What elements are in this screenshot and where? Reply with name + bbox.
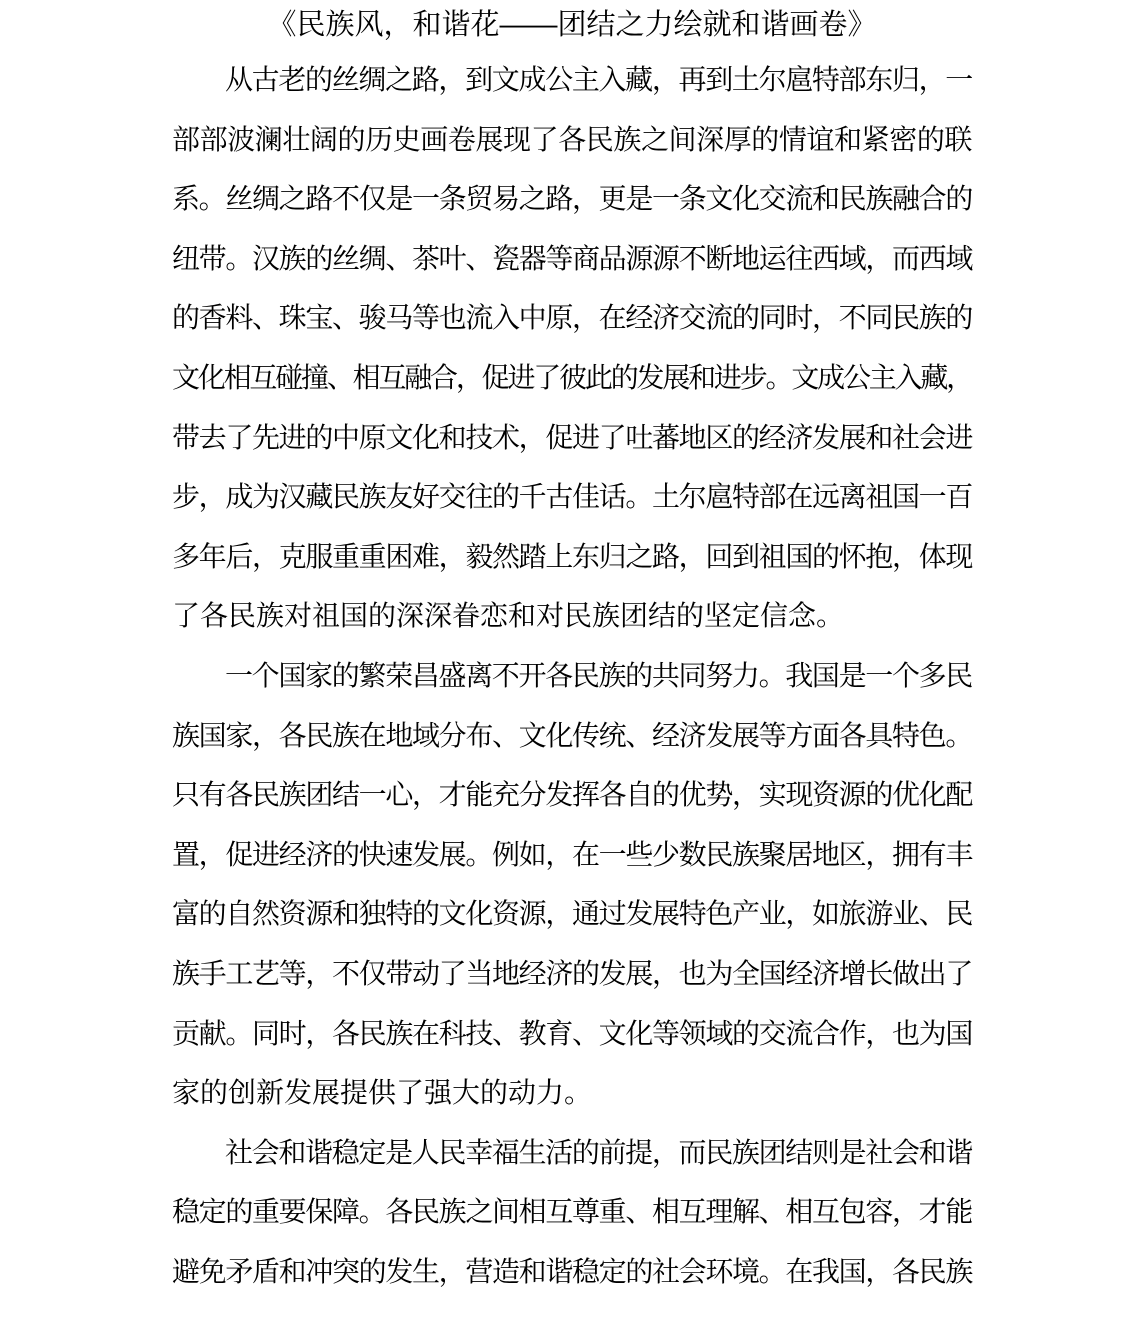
text-line — [172, 169, 972, 229]
text-line-content: 从古老的丝绸之路，到文成公主入藏，再到土尔扈特部东归，一 — [225, 64, 972, 95]
text-line-content: 了各民族对祖国的深深眷恋和对民族团结的坚定信念。 — [172, 600, 845, 632]
text-line-content: 社会和谐稳定是人民幸福生活的前提，而民族团结则是社会和谐 — [225, 1136, 972, 1168]
text-line-content: 家的创新发展提供了强大的动力。 — [172, 1077, 593, 1109]
text-line — [172, 944, 972, 1004]
text-line — [172, 50, 972, 110]
text-line — [172, 527, 972, 587]
text-line-content: 富的自然资源和独特的文化资源，通过发展特色产业，如旅游业、民 — [172, 898, 972, 930]
text-line-content: 部部波澜壮阔的历史画卷展现了各民族之间深厚的情谊和紧密的联 — [172, 123, 972, 155]
text-line — [172, 706, 972, 766]
text-line — [172, 408, 972, 468]
text-line-content: 系。丝绸之路不仅是一条贸易之路，更是一条文化交流和民族融合的 — [172, 183, 972, 215]
text-line-content: 多年后，克服重重困难，毅然踏上东归之路，回到祖国的怀抱，体现 — [172, 540, 972, 572]
text-line-content: 避免矛盾和冲突的发生，营造和谐稳定的社会环境。在我国，各民族 — [172, 1255, 972, 1287]
text-line-content: 只有各民族团结一心，才能充分发挥各自的优势，实现资源的优化配 — [172, 779, 972, 811]
text-line — [172, 825, 972, 885]
text-line — [172, 110, 972, 170]
text-line — [172, 229, 972, 289]
text-line — [172, 1004, 972, 1064]
text-line-content: 步，成为汉藏民族友好交往的千古佳话。土尔扈特部在远离祖国一百 — [172, 481, 972, 513]
text-line-content: 带去了先进的中原文化和技术，促进了吐蕃地区的经济发展和社会进 — [172, 421, 972, 453]
document-body — [172, 50, 972, 1301]
text-line-content: 稳定的重要保障。各民族之间相互尊重、相互理解、相互包容，才能 — [172, 1196, 972, 1228]
text-line-content: 族手工艺等，不仅带动了当地经济的发展，也为全国经济增长做出了 — [172, 957, 972, 989]
text-line-content: 族国家，各民族在地域分布、文化传统、经济发展等方面各具特色。 — [172, 719, 972, 751]
text-line — [172, 348, 972, 408]
text-line — [172, 1182, 972, 1242]
text-line — [172, 646, 972, 706]
paragraph — [172, 1123, 972, 1302]
paragraph — [172, 646, 972, 1123]
text-line-content: 纽带。汉族的丝绸、茶叶、瓷器等商品源源不断地运往西域，而西域 — [172, 242, 972, 274]
text-line — [172, 288, 972, 348]
text-line-content: 置，促进经济的快速发展。例如，在一些少数民族聚居地区，拥有丰 — [172, 838, 972, 870]
text-line — [172, 765, 972, 825]
text-line-content: 一个国家的繁荣昌盛离不开各民族的共同努力。我国是一个多民 — [225, 659, 972, 691]
document-title: 《民族风，和谐花——团结之力绘就和谐画卷》 — [267, 9, 877, 41]
text-line — [172, 1242, 972, 1302]
text-line — [172, 1063, 972, 1123]
text-line — [172, 884, 972, 944]
text-line — [172, 467, 972, 527]
text-line — [172, 1123, 972, 1183]
text-line-content: 的香料、珠宝、骏马等也流入中原，在经济交流的同时，不同民族的 — [172, 302, 972, 334]
text-line — [172, 586, 972, 646]
text-line-content: 文化相互碰撞、相互融合，促进了彼此的发展和进步。文成公主入藏， — [172, 361, 972, 393]
paragraph — [172, 50, 972, 646]
text-line-content: 贡献。同时，各民族在科技、教育、文化等领域的交流合作，也为国 — [172, 1017, 972, 1049]
